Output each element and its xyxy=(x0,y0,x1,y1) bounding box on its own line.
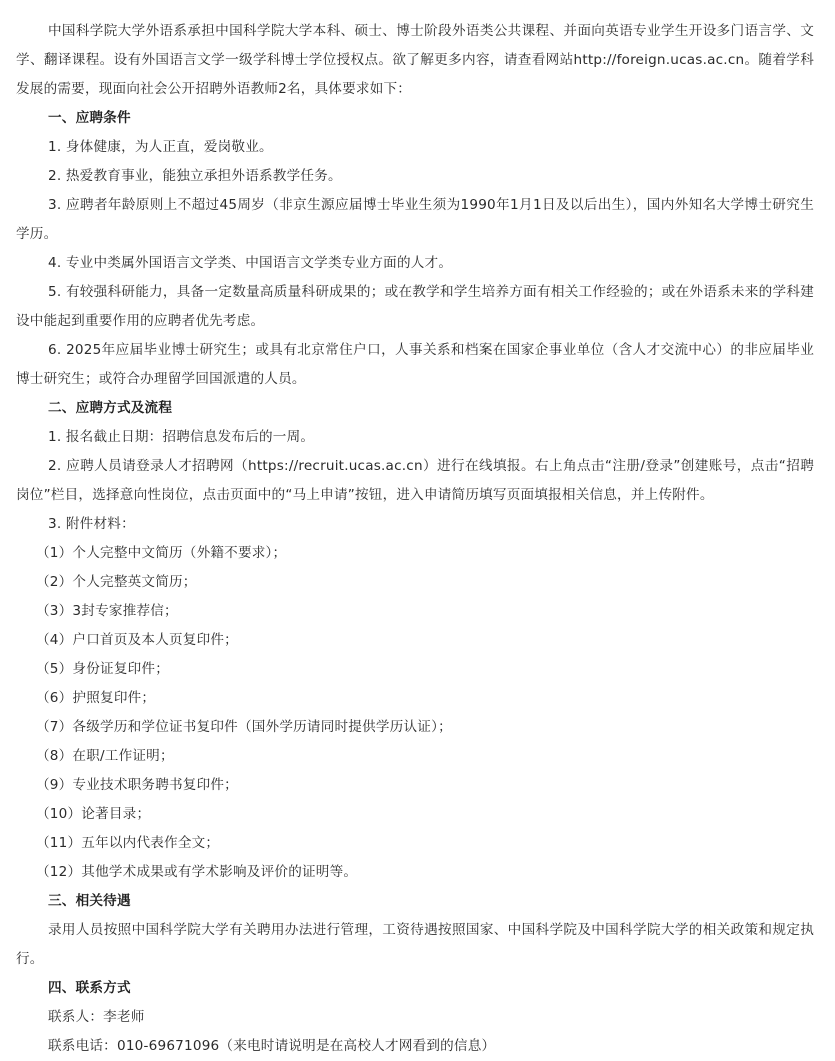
contact-phone: 联系电话：010-69671096（来电时请说明是在高校人才网看到的信息） xyxy=(48,1038,496,1054)
requirement-item: 1. 身体健康，为人正直，爱岗敬业。 xyxy=(48,139,273,155)
requirement-item: 2. 热爱教育事业，能独立承担外语系教学任务。 xyxy=(48,168,342,184)
attachment-item: （10）论著目录； xyxy=(36,806,151,822)
requirement-item: 5. 有较强科研能力，具备一定数量高质量科研成果的；或在教学和学生培养方面有相关工作经验的；或在外语系未来的学科建设中能起到重要作用的应聘者优先考虑。 xyxy=(16,284,814,329)
attachment-item: （12）其他学术成果或有学术影响及评价的证明等。 xyxy=(36,864,358,880)
requirement-item: 4. 专业中类属外国语言文学类、中国语言文学类专业方面的人才。 xyxy=(48,255,453,271)
contact-person: 联系人：李老师 xyxy=(48,1009,145,1025)
section-heading-contact: 四、联系方式 xyxy=(48,980,131,996)
attachment-item: （4）户口首页及本人页复印件； xyxy=(36,632,238,648)
attachment-item: （2）个人完整英文简历； xyxy=(36,574,197,590)
intro-paragraph: 中国科学院大学外语系承担中国科学院大学本科、硕士、博士阶段外语类公共课程、并面向英语专业学生开设多门语言学、文学、翻译课程。设有外国语言文学一级学科博士学位授权点。欲了解更多内容，请查看网站http://foreign.ucas.ac.cn。随着学科发展的需要，现面向社会公开招聘外语教师2名，具体要求如下： xyxy=(16,23,814,97)
benefits-text: 录用人员按照中国科学院大学有关聘用办法进行管理，工资待遇按照国家、中国科学院及中国科学院大学的相关政策和规定执行。 xyxy=(16,922,814,967)
attachment-item: （6）护照复印件； xyxy=(36,690,156,706)
requirement-item: 6. 2025年应届毕业博士研究生；或具有北京常住户口，人事关系和档案在国家企事业单位（含人才交流中心）的非应届毕业博士研究生；或符合办理留学回国派遣的人员。 xyxy=(16,342,814,387)
section-heading-benefits: 三、相关待遇 xyxy=(48,893,131,909)
process-item: 3. 附件材料： xyxy=(48,516,135,532)
attachment-item: （3）3封专家推荐信； xyxy=(36,603,178,619)
requirement-item: 3. 应聘者年龄原则上不超过45周岁（非京生源应届博士毕业生须为1990年1月1日及以后出生），国内外知名大学博士研究生学历。 xyxy=(16,197,814,242)
section-heading-requirements: 一、应聘条件 xyxy=(48,110,131,126)
process-item: 1. 报名截止日期：招聘信息发布后的一周。 xyxy=(48,429,315,445)
attachment-item: （1）个人完整中文简历（外籍不要求）； xyxy=(36,545,287,561)
attachment-item: （9）专业技术职务聘书复印件； xyxy=(36,777,238,793)
attachment-item: （11）五年以内代表作全文； xyxy=(36,835,220,851)
attachment-item: （7）各级学历和学位证书复印件（国外学历请同时提供学历认证）； xyxy=(36,719,452,735)
attachment-item: （5）身份证复印件； xyxy=(36,661,169,677)
attachment-item: （8）在职/工作证明； xyxy=(36,748,174,764)
job-posting-document xyxy=(16,17,814,1061)
process-item: 2. 应聘人员请登录人才招聘网（https://recruit.ucas.ac.cn）进行在线填报。右上角点击“注册/登录”创建账号，点击“招聘岗位”栏目，选择意向性岗位，点击页面中的“马上申请”按钮，进入申请简历填写页面填报相关信息，并上传附件。 xyxy=(16,458,814,503)
section-heading-process: 二、应聘方式及流程 xyxy=(48,400,173,416)
